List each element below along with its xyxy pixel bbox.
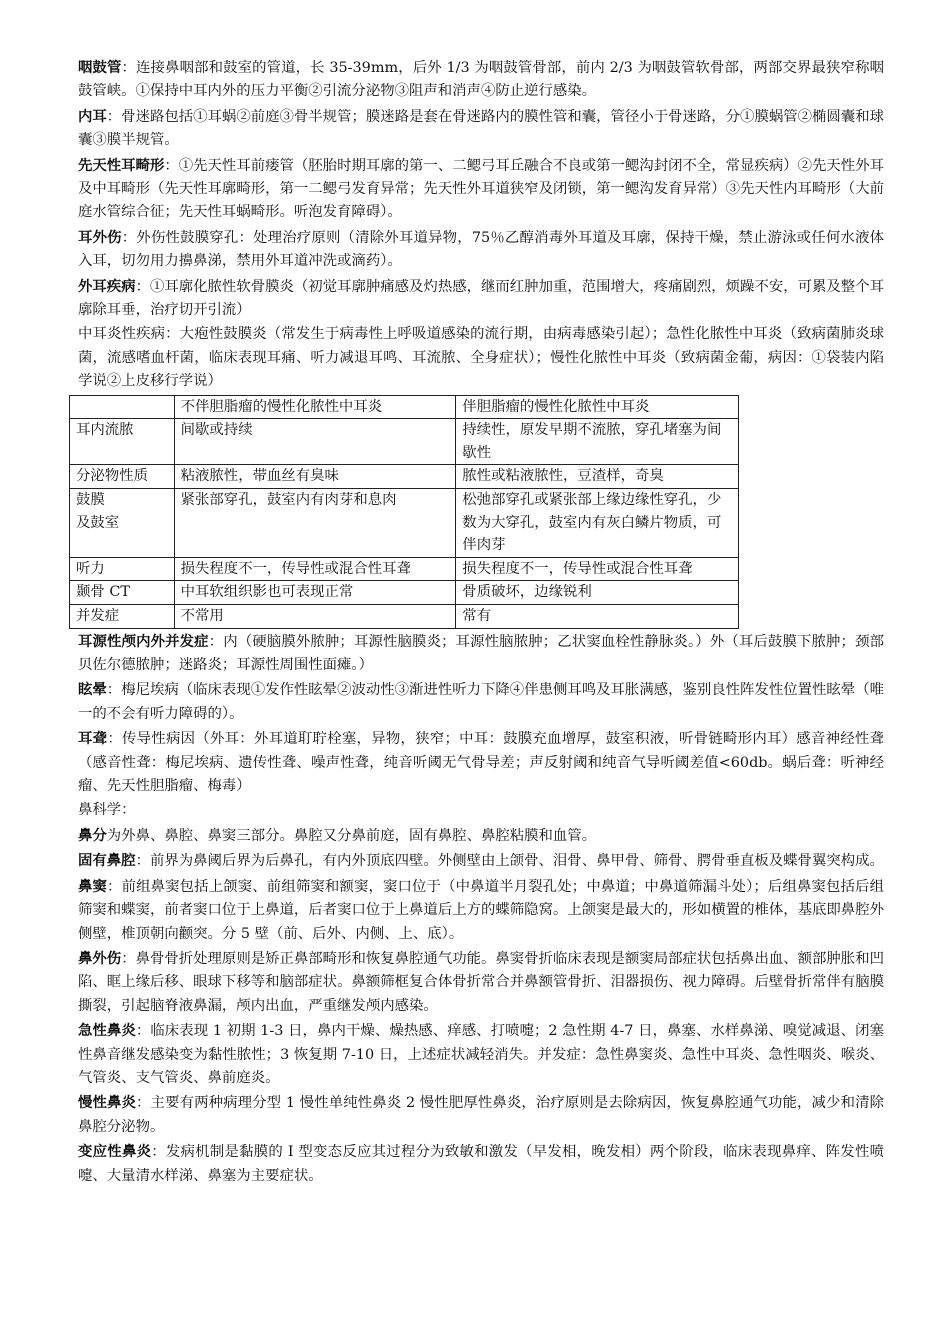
paragraph-outer-ear (78, 275, 884, 323)
paragraph-inner-ear (78, 105, 884, 153)
table-cell: 间歇或持续 (174, 419, 456, 465)
paragraph-text: ：连接鼻咽部和鼓室的管道，长 35-39mm，后外 1/3 为咽鼓管骨部，前内 2/3 为咽鼓管软骨部，两部交界最狭窄称咽鼓管峡。①保持中耳内外的压力平衡②引流分泌物③阻声和消声④防止逆行感染。 (78, 60, 884, 100)
paragraph-text: ：临床表现 1 初期 1-3 日，鼻内干燥、燥热感、痒感、打喷嚏；2 急性期 4-7 日，鼻塞、水样鼻涕、嗅觉减退、闭塞性鼻音继发感染变为黏性脓性；3 恢复期 7-10 日，上述症状减轻消失。并发症：急性鼻窦炎、急性中耳炎、急性咽炎、喉炎、气管炎、支气管炎、鼻前庭炎。 (78, 1023, 884, 1086)
table-cell: 鼓膜 及鼓室 (70, 489, 175, 558)
table-cell: 持续性，原发早期不流脓，穿孔堵塞为间歇性 (456, 419, 739, 465)
paragraph-acute-rhinitis (78, 1019, 884, 1090)
paragraph-text: ：外伤性鼓膜穿孔：处理治疗原则（清除外耳道异物，75％乙醇消毒外耳道及耳廓，保持干燥，禁止游泳或任何水液体入耳，切勿用力擤鼻涕，禁用外耳道冲洗或滴药）。 (78, 229, 884, 270)
table-cell: 松弛部穿孔或紧张部上缘边缘性穿孔，少数为大穿孔，鼓室内有灰白鳞片物质，可伴肉芽 (456, 489, 739, 558)
paragraph-chronic-rhinitis (78, 1091, 884, 1139)
term: 先天性耳畸形 (78, 156, 165, 174)
paragraph-text: ：梅尼埃病（临床表现①发作性眩晕②波动性③渐进性听力下降④伴患侧耳鸣及耳胀满感，鉴别良性阵发性位置性眩晕（唯一的不会有听力障碍的）。 (78, 682, 884, 722)
table-row (70, 581, 739, 605)
paragraph-nasal-trauma (78, 947, 884, 1018)
term: 耳外伤 (78, 228, 122, 246)
table-cell: 中耳软组织影也可表现正常 (174, 581, 456, 605)
term: 内耳 (78, 107, 107, 125)
table-cell: 并发症 (70, 605, 175, 629)
table-header-row (70, 395, 739, 419)
term: 眩晕 (78, 681, 107, 699)
paragraph-text: 鼻科学： (78, 802, 136, 819)
term: 慢性鼻炎 (78, 1094, 137, 1112)
term: 外耳疾病 (78, 277, 136, 295)
table-header-cell: 不伴胆脂瘤的慢性化脓性中耳炎 (174, 395, 456, 419)
paragraph-text: ：前界为鼻阈后界为后鼻孔，有内外顶底四壁。外侧壁由上颌骨、泪骨、鼻甲骨、筛骨、腭骨垂直板及蝶骨翼突构成。 (135, 853, 884, 870)
paragraph-text: ：传导性病因（外耳：外耳道耵聍栓塞，异物，狭窄；中耳：鼓膜充血增厚，鼓室积液，听骨链畸形内耳）感音神经性聋（感音性聋：梅尼埃病、遗传性聋、噪声性聋，纯音听阈无气骨导差；声反射阈和纯音气导听阈差值<60db。蜗后聋：听神经瘤、先天性胆脂瘤、梅毒） (78, 731, 884, 795)
paragraph-otogenic-complications (78, 630, 884, 678)
paragraph-text: ：内（硬脑膜外脓肿；耳源性脑膜炎；耳源性脑脓肿；乙状窦血栓性静脉炎。）外（耳后鼓膜下脓肿；颈部贝佐尔德脓肿；迷路炎；耳源性周围性面瘫。） (78, 633, 884, 674)
table-cell: 常有 (456, 605, 739, 629)
table-cell: 粘液脓性，带血丝有臭味 (174, 465, 456, 489)
table-cell: 不常用 (174, 605, 456, 629)
paragraph-text: 中耳炎性疾病：大疱性鼓膜炎（常发生于病毒性上呼吸道感染的流行期，由病毒感染引起）；急性化脓性中耳炎（致病菌肺炎球菌，流感嗜血杆菌，临床表现耳痛、听力减退耳鸣、耳流脓、全身症状）；慢性化脓性中耳炎（致病菌金葡，病因：①袋装内陷学说②上皮移行学说） (78, 326, 884, 390)
term: 鼻分 (78, 826, 107, 844)
table-row (70, 489, 739, 558)
table-row (70, 605, 739, 629)
term: 变应性鼻炎 (78, 1143, 152, 1161)
paragraph-text: ：主要有两种病理分型 1 慢性单纯性鼻炎 2 慢性肥厚性鼻炎，治疗原则是去除病因，恢复鼻腔通气功能，减少和清除鼻腔分泌物。 (78, 1095, 884, 1135)
paragraph-text: ：鼻骨骨折处理原则是矫正鼻部畸形和恢复鼻腔通气功能。鼻窦骨折临床表现是额窦局部症状包括鼻出血、额部肿胀和凹陷、眶上缘后移、眼球下移等和脑部症状。鼻额筛框复合体骨折常合并鼻额管骨折、泪器损伤、视力障碍。后壁骨折常伴有脑膜撕裂，引起脑脊液鼻漏，颅内出血，严重继发颅内感染。 (78, 950, 884, 1014)
term: 急性鼻炎 (78, 1022, 136, 1040)
term: 鼻外伤 (78, 949, 122, 967)
paragraph-eustachian-tube (78, 56, 884, 104)
paragraph-nose-parts (78, 824, 884, 848)
paragraph-text: ：①耳廓化脓性软骨膜炎（初觉耳廓肿痛感及灼热感，继而红肿加重，范围增大，疼痛剧烈，烦躁不安，可累及整个耳廓除耳垂，治疗切开引流） (78, 278, 884, 319)
paragraph-text: 为外鼻、鼻腔、鼻窦三部分。鼻腔又分鼻前庭，固有鼻腔、鼻腔粘膜和血管。 (106, 827, 597, 844)
table-cell: 损失程度不一，传导性或混合性耳聋 (456, 557, 739, 581)
paragraph-deafness (78, 727, 884, 798)
table-cell: 脓性或粘液脓性，豆渣样，奇臭 (456, 465, 739, 489)
table-header-cell: 伴胆脂瘤的慢性化脓性中耳炎 (456, 395, 739, 419)
term: 固有鼻腔 (78, 852, 136, 870)
paragraph-text: ：前组鼻窦包括上颌窦、前组筛窦和额窦，窦口位于（中鼻道半月裂孔处；中鼻道；中鼻道筛漏斗处）；后组鼻窦包括后组筛窦和蝶窦，前者窦口位于上鼻道，后者窦口位于上鼻道后上方的蝶筛隐窝。上颌窦是最大的，形如横置的椎体，基底即鼻腔外侧壁，椎顶朝向颧突。分 5 壁（前、后外、内侧、上、底）。 (78, 878, 884, 942)
term: 耳源性颅内外并发症 (78, 632, 209, 650)
table-header-cell (70, 395, 175, 419)
table-row (70, 465, 739, 489)
table-cell: 耳内流脓 (70, 419, 175, 465)
term: 耳聋 (78, 730, 108, 748)
table-row (70, 419, 739, 465)
table-cell: 紧张部穿孔，鼓室内有肉芽和息肉 (174, 489, 456, 558)
comparison-table (69, 395, 739, 629)
paragraph-sinuses (78, 875, 884, 946)
table-cell: 颞骨 CT (70, 581, 175, 605)
paragraph-vertigo (78, 678, 884, 726)
table-cell: 骨质破坏，边缘锐利 (456, 581, 739, 605)
term: 咽鼓管 (78, 59, 122, 76)
table-cell: 分泌物性质 (70, 465, 175, 489)
paragraph-allergic-rhinitis (78, 1140, 884, 1188)
paragraph-ear-trauma (78, 226, 884, 274)
section-heading-rhinology (78, 799, 884, 822)
paragraph-text: ：发病机制是黏膜的 I 型变态反应其过程分为致敏和激发（早发相，晚发相）两个阶段，临床表现鼻痒、阵发性喷嚏、大量清水样涕、鼻塞为主要症状。 (78, 1144, 884, 1184)
paragraph-congenital-ear (78, 154, 884, 225)
table-cell: 损失程度不一，传导性或混合性耳聋 (174, 557, 456, 581)
paragraph-text: ：骨迷路包括①耳蜗②前庭③骨半规管；膜迷路是套在骨迷路内的膜性管和囊，管径小于骨迷路，分①膜蜗管②椭圆囊和球囊③膜半规管。 (78, 108, 884, 149)
table-cell: 听力 (70, 557, 175, 581)
paragraph-nasal-cavity (78, 849, 884, 873)
table-row (70, 557, 739, 581)
paragraph-text: ：①先天性耳前瘘管（胚胎时期耳廓的第一、二鳃弓耳丘融合不良或第一鳃沟封闭不全，常显疾病）②先天性外耳及中耳畸形（先天性耳廓畸形，第一二鳃弓发育异常；先天性外耳道狭窄及闭锁，第一鳃沟发育异常）③先天性内耳畸形（大前庭水管综合征；先天性耳蜗畸形。听泡发育障碍）。 (78, 157, 884, 221)
paragraph-otitis-media (78, 323, 884, 393)
term: 鼻窦 (78, 877, 108, 895)
